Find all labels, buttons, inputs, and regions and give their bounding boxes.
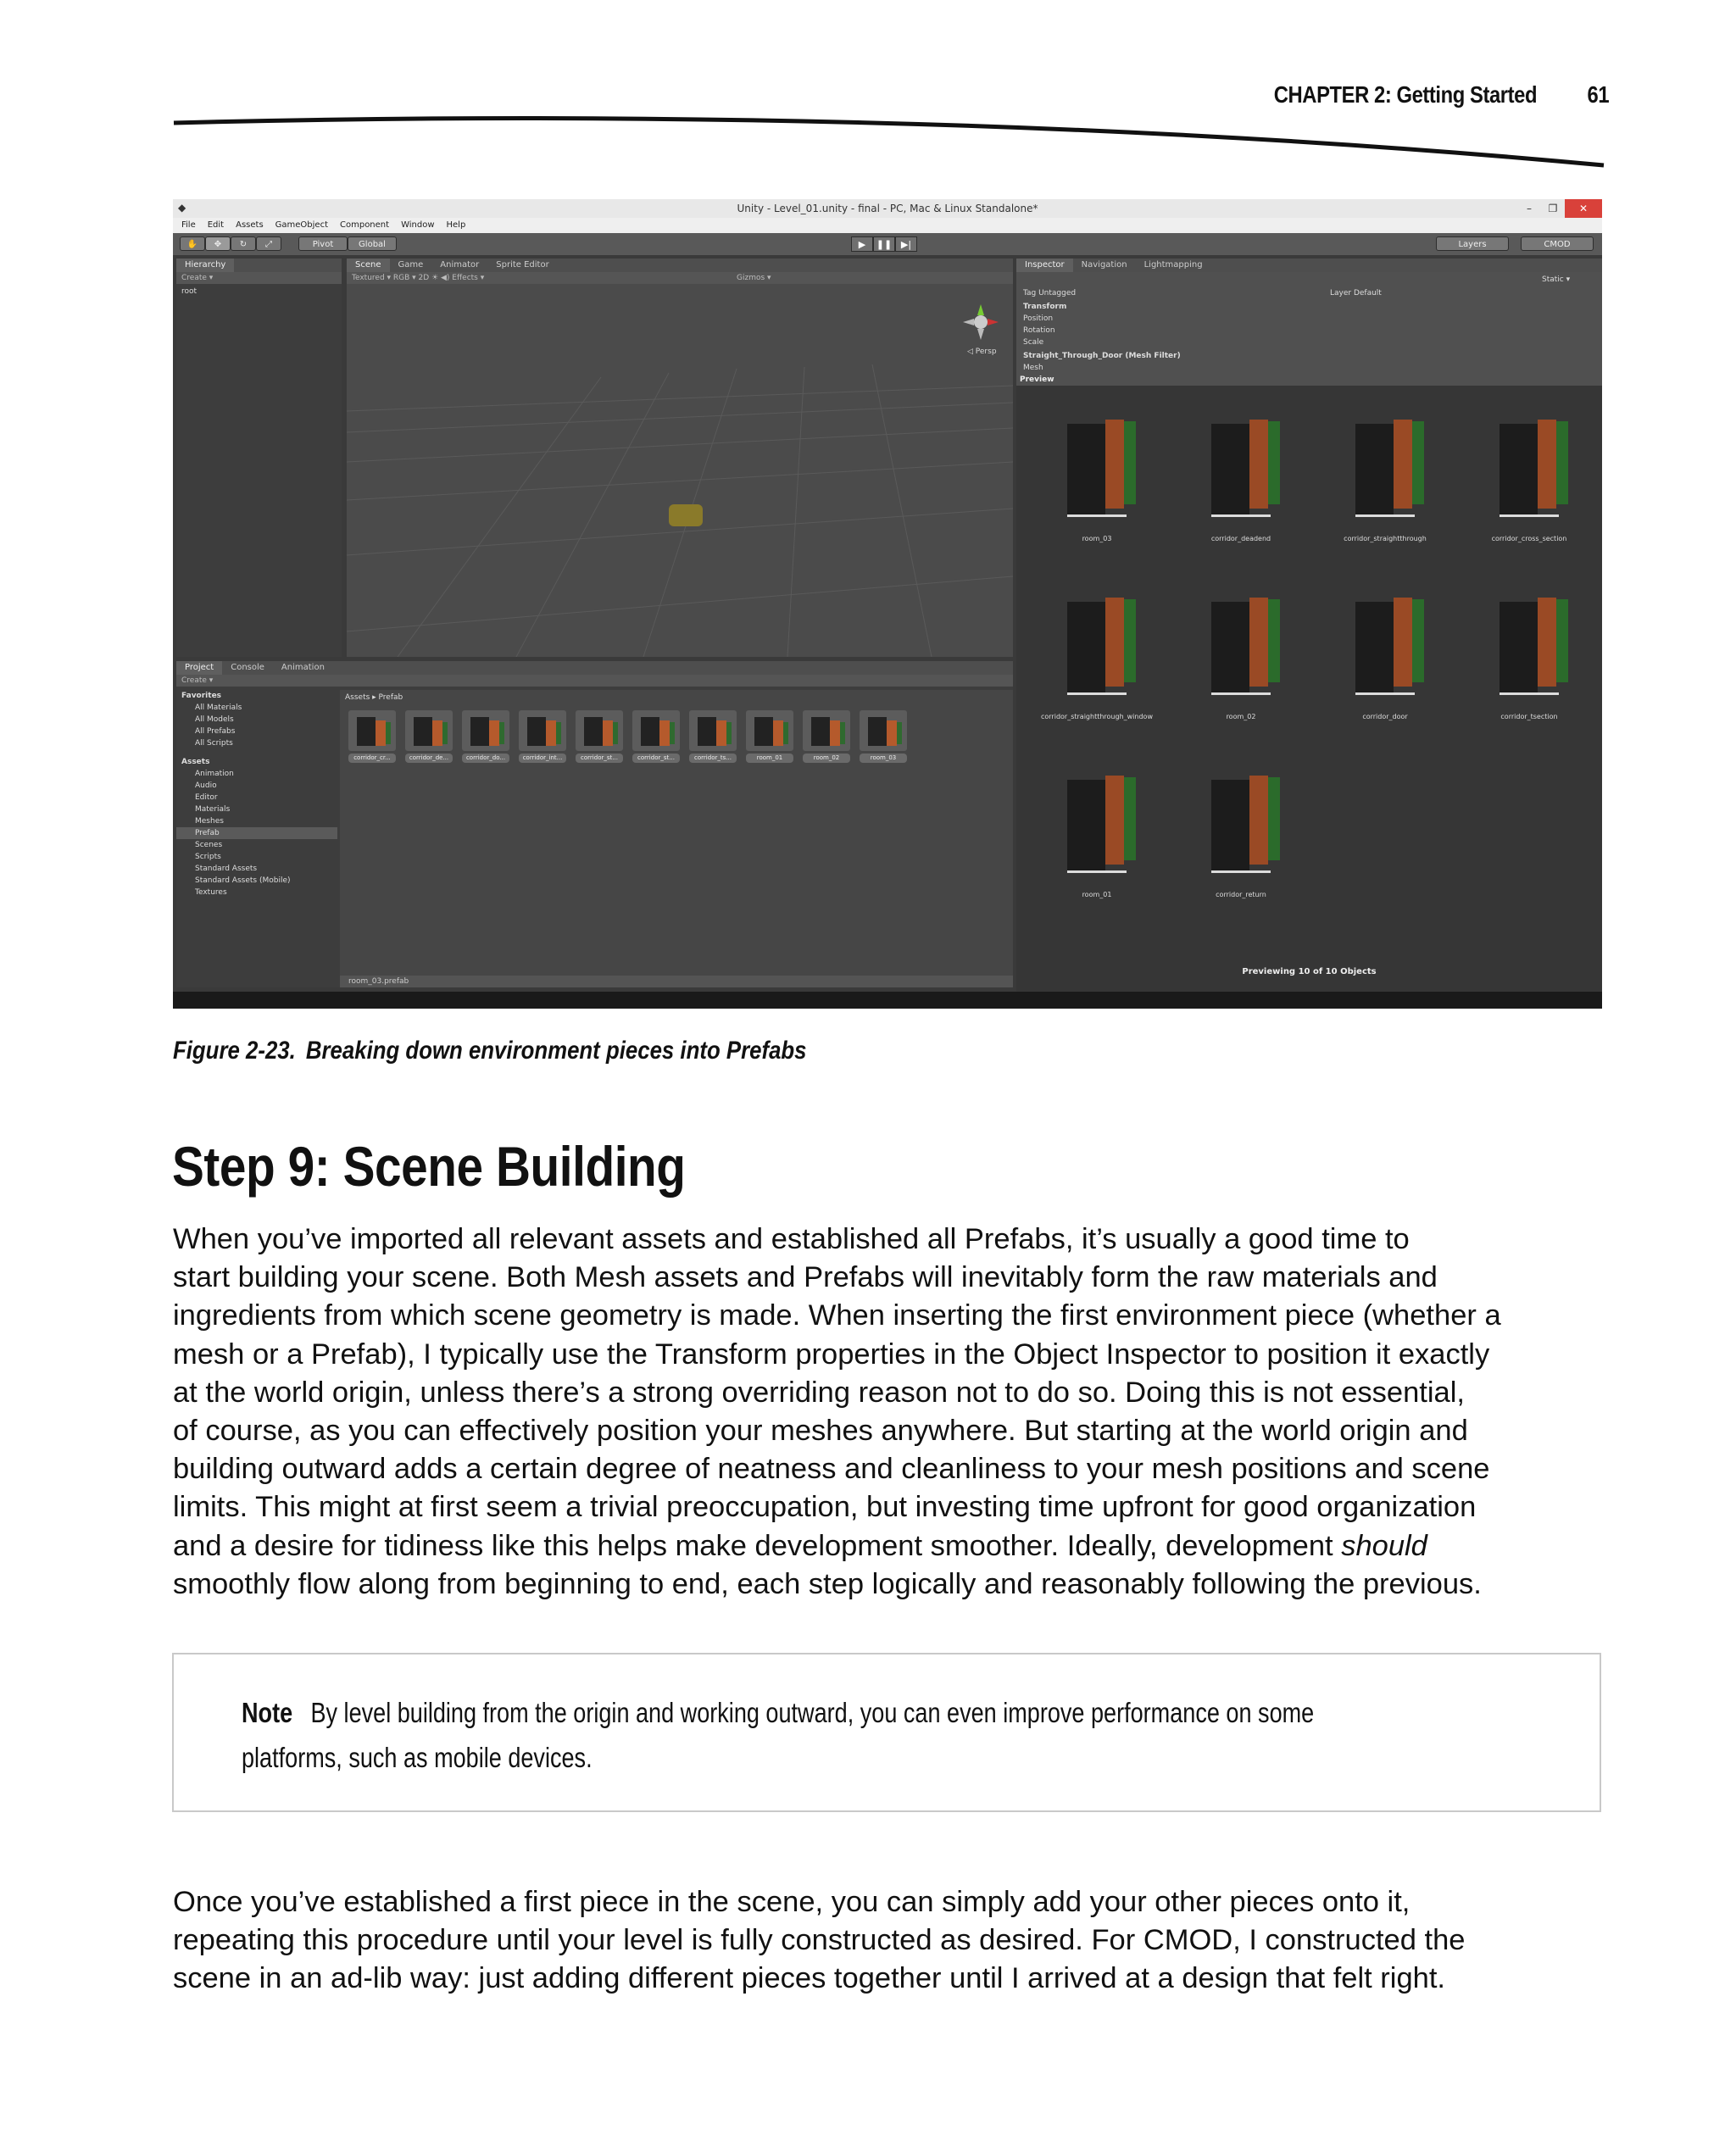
preview-item-label: room_03 xyxy=(1082,535,1112,542)
tab-animation[interactable]: Animation xyxy=(281,663,325,672)
window-title: Unity - Level_01.unity - final - PC, Mac & Linux Standalone* xyxy=(737,203,1038,214)
prefab-3d-preview xyxy=(1466,589,1593,708)
mesh-filter-header[interactable]: Straight_Through_Door (Mesh Filter) xyxy=(1023,352,1181,360)
static-toggle[interactable]: Static ▾ xyxy=(1542,275,1571,284)
menu-bar xyxy=(173,218,1602,233)
prefab-thumbnail[interactable] xyxy=(576,710,623,763)
preview-item-label: room_02 xyxy=(1226,713,1256,720)
preview-item[interactable] xyxy=(1466,589,1593,720)
preview-item-label: room_01 xyxy=(1082,891,1112,898)
figure-caption-text: Breaking down environment pieces into Prefabs xyxy=(305,1037,807,1065)
para2-line: Once you’ve established a first piece in the scene, you can simply add your other pieces onto it, xyxy=(173,1886,1410,1918)
mesh-field[interactable]: Mesh xyxy=(1023,364,1043,372)
prefab-3d-preview xyxy=(1321,589,1449,708)
tree-all-materials[interactable]: All Materials xyxy=(195,703,242,712)
prefab-preview-image xyxy=(860,710,907,751)
preview-item-label: corridor_tsection xyxy=(1500,713,1558,720)
tree-all-models[interactable]: All Models xyxy=(195,715,234,724)
preview-item-label: corridor_deadend xyxy=(1210,535,1271,542)
prefab-3d-preview xyxy=(1466,411,1593,530)
para1-line9-text: and a desire for tidiness like this helps make development smoother. Ideally, development xyxy=(173,1529,1342,1562)
scale-row[interactable]: Scale xyxy=(1023,338,1044,347)
project-create[interactable]: Create ▾ xyxy=(176,675,1013,687)
prefab-thumbnail[interactable] xyxy=(348,710,396,763)
prefab-thumbnail-label: corridor_de... xyxy=(405,754,453,763)
preview-item-label: corridor_cross_section xyxy=(1491,535,1567,542)
prefab-thumbnail-label: corridor_ts... xyxy=(689,754,737,763)
prefab-thumbnail-label: corridor_cr... xyxy=(348,754,396,763)
step-button[interactable]: ▶| xyxy=(895,236,917,252)
window-titlebar xyxy=(173,199,1602,218)
rotation-row[interactable]: Rotation xyxy=(1023,326,1055,335)
close-button[interactable]: ✕ xyxy=(1565,199,1602,218)
main-toolbar xyxy=(173,233,1602,255)
tab-sprite-editor[interactable]: Sprite Editor xyxy=(496,260,549,270)
menu-gameobject[interactable]: GameObject xyxy=(275,220,328,230)
asset-browser xyxy=(340,690,1013,987)
orientation-gizmo-icon[interactable] xyxy=(961,303,1000,342)
asset-breadcrumb[interactable]: Assets ▸ Prefab xyxy=(345,693,403,702)
tab-lightmapping[interactable]: Lightmapping xyxy=(1143,260,1203,270)
prefab-thumbnail-label: room_02 xyxy=(803,754,850,763)
selected-asset-path: room_03.prefab xyxy=(340,976,1013,987)
prefab-thumbnail-label: corridor_int... xyxy=(519,754,566,763)
prefab-thumbnail[interactable] xyxy=(746,710,793,763)
tab-animator[interactable]: Animator xyxy=(440,260,480,270)
prefab-thumbnail[interactable] xyxy=(519,710,566,763)
tree-favorites[interactable]: Favorites xyxy=(181,692,222,700)
note-box xyxy=(172,1653,1601,1812)
para1-line: mesh or a Prefab), I typically use the Transform properties in the Object Inspector to position it exactly xyxy=(173,1337,1490,1371)
tree-all-scripts[interactable]: All Scripts xyxy=(195,739,233,748)
prefab-preview-image xyxy=(348,710,396,751)
note-text xyxy=(242,1690,1314,1780)
prefab-thumbnail[interactable] xyxy=(405,710,453,763)
tree-editor[interactable]: Editor xyxy=(195,793,218,802)
para1-line: of course, as you can effectively position your meshes anywhere. But starting at the world origin and xyxy=(173,1415,1468,1448)
prefab-thumbnail[interactable] xyxy=(860,710,907,763)
tree-prefab[interactable]: Prefab xyxy=(176,827,337,839)
prefab-preview-image xyxy=(746,710,793,751)
para2-line: scene in an ad-lib way: just adding different pieces together until I arrived at a design that felt right. xyxy=(173,1962,1446,1995)
tree-all-prefabs[interactable]: All Prefabs xyxy=(195,727,236,736)
tree-animation[interactable]: Animation xyxy=(195,770,234,778)
play-button[interactable]: ▶ xyxy=(851,236,873,252)
para1-line xyxy=(173,1527,1614,1565)
layers-dropdown[interactable]: Layers xyxy=(1436,236,1509,251)
hierarchy-create[interactable]: Create ▾ xyxy=(176,272,342,284)
tree-textures[interactable]: Textures xyxy=(195,888,227,897)
preview-item[interactable] xyxy=(1177,767,1305,898)
transform-header[interactable]: Transform xyxy=(1023,303,1067,311)
preview-item[interactable] xyxy=(1321,411,1449,542)
tab-game[interactable]: Game xyxy=(398,260,424,270)
para1-line: ingredients from which scene geometry is made. When inserting the first environment piece (whether a xyxy=(173,1299,1501,1332)
inspector-panel xyxy=(1016,259,1602,992)
maximize-button[interactable]: ❐ xyxy=(1548,203,1558,214)
prefab-3d-preview xyxy=(1177,767,1305,886)
scene-object[interactable] xyxy=(669,504,703,526)
prefab-3d-preview xyxy=(1177,411,1305,530)
prefab-thumbnail[interactable] xyxy=(803,710,850,763)
prefab-preview-image xyxy=(689,710,737,751)
section-heading: Step 9: Scene Building xyxy=(172,1135,686,1198)
preview-count: Previewing 10 of 10 Objects xyxy=(1242,967,1377,976)
pivot-toggle[interactable]: Pivot xyxy=(298,236,348,251)
tab-scene[interactable]: Scene xyxy=(347,259,390,272)
para1-line: limits. This might at first seem a trivial preoccupation, but investing time upfront for good organization xyxy=(173,1491,1477,1524)
figure-caption xyxy=(173,1037,807,1065)
global-toggle[interactable]: Global xyxy=(348,236,397,251)
prefab-preview-image xyxy=(576,710,623,751)
inspector-header xyxy=(1016,259,1602,386)
preview-item[interactable] xyxy=(1033,589,1160,720)
para1-line: When you’ve imported all relevant assets and established all Prefabs, it’s usually a good time to xyxy=(173,1223,1410,1255)
tab-console[interactable]: Console xyxy=(231,663,264,672)
preview-item[interactable] xyxy=(1033,411,1160,542)
tab-project[interactable]: Project xyxy=(176,661,222,675)
prefab-preview-image xyxy=(405,710,453,751)
prefab-3d-preview xyxy=(1033,767,1160,886)
scene-options xyxy=(347,272,1013,284)
tree-assets[interactable]: Assets xyxy=(181,758,210,766)
minimize-button[interactable]: – xyxy=(1527,203,1532,214)
gizmos-dropdown[interactable]: Gizmos ▾ xyxy=(737,274,771,282)
prefab-thumbnail-label: corridor_do... xyxy=(462,754,509,763)
tab-hierarchy[interactable]: Hierarchy xyxy=(176,259,234,272)
menu-assets[interactable]: Assets xyxy=(236,220,264,230)
para1-line: building outward adds a certain degree of neatness and cleanliness to your mesh positions and scene xyxy=(173,1453,1490,1486)
scene-view[interactable] xyxy=(347,259,1013,657)
page-number: 61 xyxy=(1587,81,1609,108)
scene-render-options[interactable]: Textured ▾ RGB ▾ 2D ☀ ◀) Effects ▾ xyxy=(352,274,485,282)
prefab-preview-image xyxy=(632,710,680,751)
para1-line: start building your scene. Both Mesh assets and Prefabs will inevitably form the raw materials and xyxy=(173,1261,1438,1294)
para1-line: smoothly flow along from beginning to end, each step logically and reasonably following the previous. xyxy=(173,1567,1482,1600)
menu-help[interactable]: Help xyxy=(446,220,466,230)
note-line-1: By level building from the origin and working outward, you can even improve performance on some xyxy=(310,1697,1315,1728)
paragraph-1 xyxy=(173,1221,1614,1604)
prefab-thumbnail-label: corridor_st... xyxy=(576,754,623,763)
prefab-preview-image xyxy=(803,710,850,751)
prefab-preview-image xyxy=(519,710,566,751)
scene-grid xyxy=(347,284,1013,657)
preview-item[interactable] xyxy=(1466,411,1593,542)
tree-scripts[interactable]: Scripts xyxy=(195,853,221,861)
persp-label[interactable]: ◁ Persp xyxy=(967,348,997,356)
scale-tool-button[interactable]: ⤢ xyxy=(256,236,281,251)
note-label: Note xyxy=(242,1697,293,1728)
preview-item[interactable] xyxy=(1033,767,1160,898)
preview-item[interactable] xyxy=(1177,411,1305,542)
hierarchy-item-root[interactable]: root xyxy=(181,287,198,296)
project-panel xyxy=(176,661,1013,987)
prefab-thumbnail-label: room_03 xyxy=(860,754,907,763)
tree-audio[interactable]: Audio xyxy=(195,781,217,790)
hierarchy-panel xyxy=(176,259,342,657)
note-line-2: platforms, such as mobile devices. xyxy=(242,1742,593,1773)
preview-item-label: corridor_door xyxy=(1362,713,1408,720)
unity-logo-icon: ◆ xyxy=(178,202,186,214)
preview-item-label: corridor_straightthrough xyxy=(1344,535,1427,542)
figure-bottom-bar xyxy=(173,992,1602,1009)
menu-edit[interactable]: Edit xyxy=(207,220,225,230)
preview-label: Preview xyxy=(1020,375,1054,384)
chapter-title: CHAPTER 2: Getting Started xyxy=(1273,81,1537,108)
prefab-thumbnail[interactable] xyxy=(689,710,737,763)
position-row[interactable]: Position xyxy=(1023,314,1054,323)
rotate-tool-button[interactable]: ↻ xyxy=(231,236,256,251)
preview-grid xyxy=(1016,386,1602,992)
preview-item[interactable] xyxy=(1321,589,1449,720)
paragraph-2 xyxy=(173,1883,1614,1999)
preview-item[interactable] xyxy=(1177,589,1305,720)
preview-item-label: corridor_straightthrough_window xyxy=(1040,713,1153,720)
prefab-preview-image xyxy=(462,710,509,751)
tab-inspector[interactable]: Inspector xyxy=(1016,259,1073,272)
unity-screenshot xyxy=(173,199,1602,992)
para1-emphasis: should xyxy=(1341,1529,1427,1562)
figure-number: Figure 2-23. xyxy=(173,1037,296,1065)
tree-standard-assets[interactable]: Standard Assets xyxy=(195,865,258,873)
tree-meshes[interactable]: Meshes xyxy=(195,817,224,826)
layout-dropdown[interactable]: CMOD xyxy=(1521,236,1594,251)
project-tree xyxy=(176,690,337,987)
menu-window[interactable]: Window xyxy=(401,220,435,230)
running-head xyxy=(1274,81,1609,108)
tab-navigation[interactable]: Navigation xyxy=(1081,260,1127,270)
para1-line: at the world origin, unless there’s a strong overriding reason not to do so. Doing this is not essential, xyxy=(173,1376,1465,1409)
move-tool-button[interactable]: ✥ xyxy=(205,236,231,251)
tree-standard-assets-mobile[interactable]: Standard Assets (Mobile) xyxy=(195,876,291,885)
para2-line: repeating this procedure until your level is fully constructed as desired. For CMOD, I constructed the xyxy=(173,1924,1466,1957)
pause-button[interactable]: ❚❚ xyxy=(873,236,895,252)
menu-component[interactable]: Component xyxy=(340,220,390,230)
tree-materials[interactable]: Materials xyxy=(195,805,231,814)
prefab-3d-preview xyxy=(1033,411,1160,530)
prefab-3d-preview xyxy=(1321,411,1449,530)
tag-dropdown[interactable]: Tag Untagged xyxy=(1023,289,1077,298)
tree-scenes[interactable]: Scenes xyxy=(195,841,223,849)
hand-tool-button[interactable]: ✋ xyxy=(180,236,205,251)
prefab-thumbnails xyxy=(348,710,907,763)
prefab-3d-preview xyxy=(1033,589,1160,708)
menu-file[interactable]: File xyxy=(181,220,196,230)
prefab-thumbnail-label: corridor_st... xyxy=(632,754,680,763)
layer-dropdown[interactable]: Layer Default xyxy=(1330,289,1382,298)
prefab-thumbnail[interactable] xyxy=(632,710,680,763)
preview-item-label: corridor_return xyxy=(1216,891,1266,898)
prefab-thumbnail[interactable] xyxy=(462,710,509,763)
prefab-thumbnail-label: room_01 xyxy=(746,754,793,763)
prefab-3d-preview xyxy=(1177,589,1305,708)
